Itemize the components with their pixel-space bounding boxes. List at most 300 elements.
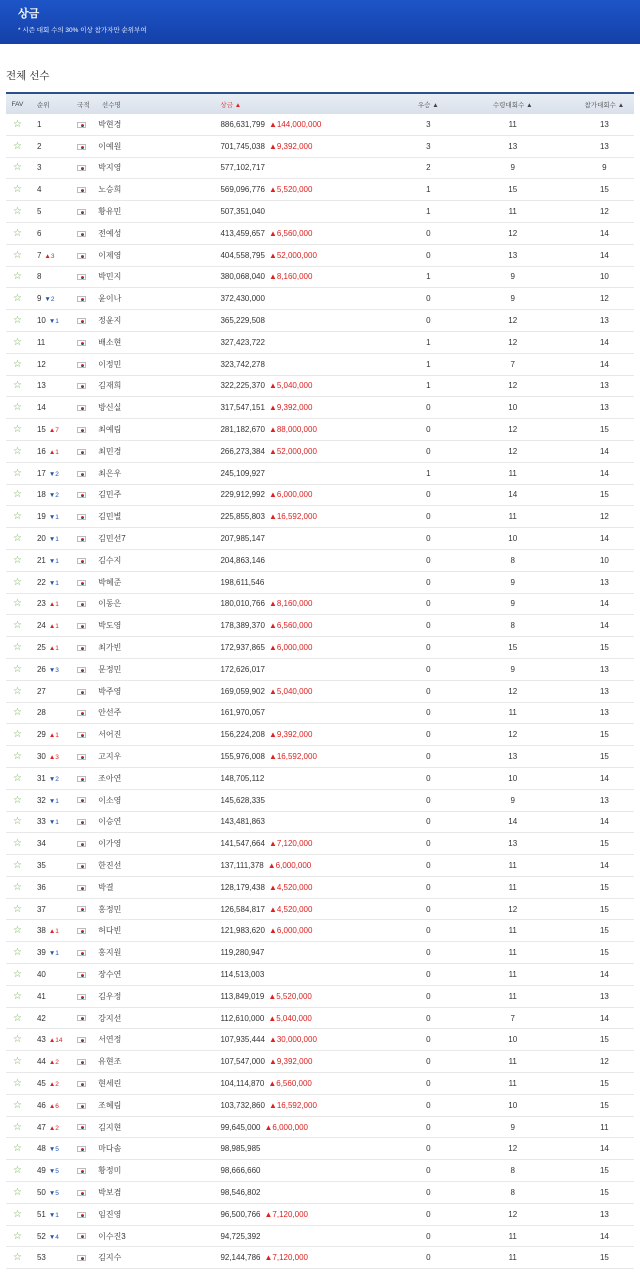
favorite-star-icon[interactable]: ☆ bbox=[12, 1165, 22, 1177]
prize-events-count: 7 bbox=[510, 359, 515, 369]
player-name-link[interactable]: 김우정 bbox=[98, 991, 122, 1001]
korea-flag-icon bbox=[77, 754, 86, 760]
table-row bbox=[6, 659, 634, 681]
wins-count: 1 bbox=[426, 359, 431, 369]
rank-change: ▼1 bbox=[48, 557, 59, 565]
header-prize-sort[interactable]: 상금 ▲ bbox=[220, 101, 242, 109]
korea-flag-icon bbox=[77, 165, 86, 171]
rank-change: ▲1 bbox=[48, 732, 59, 740]
favorite-star-icon[interactable]: ☆ bbox=[12, 903, 22, 915]
player-name-link[interactable]: 최은우 bbox=[98, 468, 122, 478]
prize-amount: 126,584,817 bbox=[220, 904, 265, 914]
player-name-link[interactable]: 이동은 bbox=[98, 599, 122, 609]
korea-flag-icon bbox=[77, 187, 86, 193]
player-name-link[interactable]: 최예림 bbox=[98, 425, 122, 435]
favorite-star-icon[interactable]: ☆ bbox=[12, 336, 22, 348]
prize-amount: 148,705,112 bbox=[220, 773, 265, 783]
participation-count: 15 bbox=[599, 839, 609, 849]
table-row bbox=[6, 986, 634, 1008]
player-name-link[interactable]: 황정미 bbox=[98, 1166, 122, 1176]
rank-number: 12 bbox=[36, 359, 46, 369]
participation-count: 15 bbox=[599, 1035, 609, 1045]
prize-increase: ▲6,000,000 bbox=[268, 926, 313, 936]
prize-events-count: 11 bbox=[508, 882, 517, 892]
prize-increase: ▲16,592,000 bbox=[268, 752, 317, 761]
player-name-link[interactable]: 박결 bbox=[98, 882, 114, 892]
favorite-star-icon[interactable]: ☆ bbox=[12, 511, 22, 523]
participation-count: 14 bbox=[599, 1144, 609, 1154]
favorite-star-icon[interactable]: ☆ bbox=[12, 293, 22, 305]
participation-count: 13 bbox=[599, 403, 609, 413]
favorite-star-icon[interactable]: ☆ bbox=[12, 751, 22, 762]
participation-count: 13 bbox=[599, 577, 609, 587]
player-name-link[interactable]: 황유민 bbox=[98, 207, 122, 217]
favorite-star-icon[interactable]: ☆ bbox=[12, 1143, 22, 1155]
favorite-star-icon[interactable]: ☆ bbox=[12, 162, 22, 174]
korea-flag-icon bbox=[77, 340, 86, 346]
korea-flag-icon bbox=[77, 1146, 86, 1152]
prize-events-count: 12 bbox=[508, 316, 518, 326]
rank-change: ▼1 bbox=[48, 819, 59, 827]
table-row bbox=[6, 463, 634, 485]
wins-count: 0 bbox=[426, 446, 431, 456]
participation-count: 12 bbox=[599, 1057, 609, 1067]
favorite-star-icon[interactable]: ☆ bbox=[12, 990, 22, 1002]
korea-flag-icon bbox=[77, 536, 86, 542]
favorite-star-icon[interactable]: ☆ bbox=[12, 816, 22, 828]
prize-events-count: 12 bbox=[508, 425, 518, 435]
rank-number: 46 bbox=[36, 1100, 46, 1110]
prize-amount: 92,144,786 bbox=[220, 1253, 261, 1263]
rank-change: ▲1 bbox=[48, 645, 59, 653]
header-name: 선수명 bbox=[101, 101, 121, 109]
favorite-star-icon[interactable]: ☆ bbox=[12, 467, 22, 479]
favorite-star-icon[interactable]: ☆ bbox=[12, 184, 22, 196]
favorite-star-icon[interactable]: ☆ bbox=[12, 402, 22, 414]
korea-flag-icon bbox=[77, 405, 86, 411]
favorite-star-icon[interactable]: ☆ bbox=[12, 1077, 22, 1089]
prize-events-count: 9 bbox=[510, 664, 515, 674]
player-name-link[interactable]: 서연정 bbox=[98, 1035, 122, 1045]
prize-events-count: 11 bbox=[508, 991, 517, 1001]
favorite-star-icon[interactable]: ☆ bbox=[12, 598, 22, 610]
participation-count: 13 bbox=[599, 119, 609, 129]
wins-count: 0 bbox=[426, 1166, 431, 1176]
prize-amount: 886,631,799 bbox=[220, 119, 265, 129]
korea-flag-icon bbox=[77, 492, 86, 498]
prize-amount: 119,280,947 bbox=[220, 948, 265, 958]
rank-number: 53 bbox=[36, 1253, 46, 1263]
player-name-link[interactable]: 박도영 bbox=[98, 621, 122, 631]
player-name-link[interactable]: 김지현 bbox=[98, 1122, 122, 1132]
participation-count: 13 bbox=[599, 686, 609, 696]
table-row bbox=[6, 790, 634, 812]
prize-amount: 245,109,927 bbox=[220, 468, 265, 478]
player-name-link[interactable]: 장수연 bbox=[98, 969, 122, 979]
prize-events-count: 10 bbox=[508, 534, 518, 544]
player-name-link[interactable]: 이승연 bbox=[98, 817, 122, 827]
player-name-link[interactable]: 최가빈 bbox=[98, 643, 122, 653]
favorite-star-icon[interactable]: ☆ bbox=[12, 947, 22, 959]
rank-change: ▼5 bbox=[48, 1168, 59, 1176]
rank-number: 18 bbox=[36, 490, 46, 500]
korea-flag-icon bbox=[77, 514, 86, 520]
player-name-link[interactable]: 고지우 bbox=[98, 752, 122, 761]
player-name-link[interactable]: 배소현 bbox=[98, 337, 122, 347]
participation-count: 14 bbox=[599, 599, 609, 609]
player-name-link[interactable]: 한진선 bbox=[98, 860, 122, 870]
prize-amount: 121,983,620 bbox=[220, 926, 265, 936]
rank-number: 48 bbox=[36, 1144, 46, 1154]
prize-amount: 103,732,860 bbox=[220, 1100, 265, 1110]
korea-flag-icon bbox=[77, 449, 86, 455]
participation-count: 15 bbox=[599, 752, 609, 761]
prize-amount: 161,970,057 bbox=[220, 708, 265, 718]
player-name-link[interactable]: 박현경 bbox=[98, 119, 122, 129]
rank-number: 16 bbox=[36, 446, 46, 456]
favorite-star-icon[interactable]: ☆ bbox=[12, 1121, 22, 1133]
korea-flag-icon bbox=[77, 601, 86, 607]
prize-events-count: 9 bbox=[510, 577, 515, 587]
participation-count: 15 bbox=[599, 1166, 609, 1176]
favorite-star-icon[interactable]: ☆ bbox=[12, 1208, 22, 1220]
table-row bbox=[6, 441, 634, 463]
prize-events-count: 11 bbox=[508, 969, 517, 979]
rank-number: 10 bbox=[36, 316, 46, 326]
player-name-link[interactable]: 이소영 bbox=[98, 795, 122, 805]
player-name-link[interactable]: 노승희 bbox=[98, 185, 122, 195]
favorite-star-icon[interactable]: ☆ bbox=[12, 1012, 22, 1024]
player-name-link[interactable]: 문정민 bbox=[98, 664, 122, 674]
favorite-star-icon[interactable]: ☆ bbox=[12, 1252, 22, 1264]
rank-number: 24 bbox=[36, 621, 46, 631]
player-name-link[interactable]: 박지영 bbox=[98, 163, 122, 173]
participation-count: 14 bbox=[599, 359, 609, 369]
rank-number: 31 bbox=[36, 773, 46, 783]
korea-flag-icon bbox=[77, 1233, 86, 1239]
player-name-link[interactable]: 윤이나 bbox=[98, 294, 122, 304]
rank-number: 51 bbox=[36, 1209, 46, 1219]
participation-count: 13 bbox=[599, 708, 609, 718]
wins-count: 0 bbox=[426, 882, 431, 892]
prize-increase: ▲6,560,000 bbox=[268, 228, 313, 238]
participation-count: 10 bbox=[599, 555, 609, 565]
prize-amount: 113,849,019 bbox=[220, 991, 265, 1001]
player-name-link[interactable]: 김수지 bbox=[98, 555, 122, 565]
player-name-link[interactable]: 이제영 bbox=[98, 250, 122, 260]
korea-flag-icon bbox=[77, 1124, 86, 1130]
wins-count: 0 bbox=[426, 991, 431, 1001]
prize-events-count: 12 bbox=[508, 381, 518, 391]
participation-count: 14 bbox=[599, 446, 609, 456]
prize-amount: 180,010,766 bbox=[220, 599, 265, 609]
player-name-link[interactable]: 조혜림 bbox=[98, 1100, 122, 1110]
wins-count: 0 bbox=[426, 686, 431, 696]
table-row bbox=[6, 942, 634, 964]
participation-count: 15 bbox=[599, 425, 609, 435]
wins-count: 2 bbox=[426, 163, 431, 173]
rank-number: 8 bbox=[36, 272, 42, 282]
rank-number: 6 bbox=[36, 228, 42, 238]
prize-increase: ▲9,392,000 bbox=[268, 403, 313, 413]
rank-number: 37 bbox=[36, 904, 46, 914]
player-name-link[interactable]: 이정민 bbox=[98, 359, 122, 369]
participation-count: 12 bbox=[599, 512, 609, 522]
wins-count: 0 bbox=[426, 512, 431, 522]
player-name-link[interactable]: 임진영 bbox=[98, 1209, 122, 1219]
table-row bbox=[6, 201, 634, 223]
header-part-sort[interactable]: 참가대회수 ▲ bbox=[584, 101, 625, 109]
prize-amount: 114,513,003 bbox=[220, 969, 265, 979]
wins-count: 1 bbox=[426, 337, 431, 347]
favorite-star-icon[interactable]: ☆ bbox=[12, 1186, 22, 1198]
korea-flag-icon bbox=[77, 1168, 86, 1174]
header-prem-sort[interactable]: 수령대회수 ▲ bbox=[492, 101, 533, 109]
favorite-star-icon[interactable]: ☆ bbox=[12, 576, 22, 588]
prize-events-count: 9 bbox=[510, 1122, 515, 1132]
rank-number: 11 bbox=[36, 337, 46, 347]
favorite-star-icon[interactable]: ☆ bbox=[12, 838, 22, 850]
prize-amount: 107,547,000 bbox=[220, 1057, 265, 1067]
korea-flag-icon bbox=[77, 144, 86, 150]
wins-count: 0 bbox=[426, 250, 431, 260]
rank-change: ▼1 bbox=[48, 318, 59, 326]
prize-increase: ▲16,592,000 bbox=[268, 1100, 317, 1110]
favorite-star-icon[interactable]: ☆ bbox=[12, 1099, 22, 1111]
participation-count: 15 bbox=[599, 904, 609, 914]
header-nation: 국적 bbox=[77, 101, 90, 109]
player-name-link[interactable]: 김민선7 bbox=[98, 534, 126, 544]
favorite-star-icon[interactable]: ☆ bbox=[12, 1034, 22, 1046]
prize-events-count: 11 bbox=[508, 860, 517, 870]
table-row bbox=[6, 920, 634, 942]
prize-amount: 169,059,902 bbox=[220, 686, 265, 696]
rank-number: 39 bbox=[36, 948, 46, 958]
rank-number: 7 bbox=[36, 250, 42, 260]
participation-count: 12 bbox=[599, 294, 609, 304]
korea-flag-icon bbox=[77, 797, 86, 803]
player-name-link[interactable]: 방신실 bbox=[98, 403, 122, 413]
wins-count: 0 bbox=[426, 1144, 431, 1154]
favorite-star-icon[interactable]: ☆ bbox=[12, 249, 22, 261]
player-name-link[interactable]: 최민경 bbox=[98, 446, 122, 456]
wins-count: 0 bbox=[426, 1013, 431, 1023]
wins-count: 0 bbox=[426, 969, 431, 979]
favorite-star-icon[interactable]: ☆ bbox=[12, 772, 22, 784]
prize-increase: ▲8,160,000 bbox=[268, 599, 313, 609]
table-row bbox=[6, 1029, 634, 1051]
participation-count: 11 bbox=[600, 1122, 609, 1132]
participation-count: 14 bbox=[599, 860, 609, 870]
favorite-star-icon[interactable]: ☆ bbox=[12, 140, 22, 152]
prize-amount: 96,500,766 bbox=[220, 1209, 261, 1219]
participation-count: 14 bbox=[599, 337, 609, 347]
prize-events-count: 11 bbox=[508, 926, 517, 936]
favorite-star-icon[interactable]: ☆ bbox=[12, 925, 22, 937]
prize-increase: ▲8,160,000 bbox=[268, 272, 313, 282]
header-wins-sort[interactable]: 우승 ▲ bbox=[417, 101, 439, 109]
prize-increase: ▲7,120,000 bbox=[264, 1253, 308, 1263]
wins-count: 0 bbox=[426, 664, 431, 674]
player-name-link[interactable]: 김민주 bbox=[98, 490, 122, 500]
favorite-star-icon[interactable]: ☆ bbox=[12, 554, 22, 566]
prize-increase: ▲30,000,000 bbox=[268, 1035, 317, 1045]
rank-number: 28 bbox=[36, 708, 46, 718]
favorite-star-icon[interactable]: ☆ bbox=[12, 271, 22, 283]
prize-amount: 178,389,370 bbox=[220, 621, 265, 631]
player-name-link[interactable]: 강지선 bbox=[98, 1013, 122, 1023]
player-name-link[interactable]: 김재희 bbox=[98, 381, 122, 391]
table-row bbox=[6, 310, 634, 332]
prize-increase: ▲5,040,000 bbox=[268, 686, 313, 696]
korea-flag-icon bbox=[77, 863, 86, 869]
rank-number: 29 bbox=[36, 730, 46, 740]
favorite-star-icon[interactable]: ☆ bbox=[12, 707, 22, 719]
favorite-star-icon[interactable]: ☆ bbox=[12, 489, 22, 501]
favorite-star-icon[interactable]: ☆ bbox=[12, 315, 22, 327]
prize-amount: 198,611,546 bbox=[220, 577, 265, 587]
favorite-star-icon[interactable]: ☆ bbox=[12, 642, 22, 654]
wins-count: 0 bbox=[426, 643, 431, 653]
wins-count: 0 bbox=[426, 795, 431, 805]
player-name-link[interactable]: 박주영 bbox=[98, 686, 122, 696]
favorite-star-icon[interactable]: ☆ bbox=[12, 1056, 22, 1068]
korea-flag-icon bbox=[77, 1103, 86, 1109]
player-name-link[interactable]: 홍정민 bbox=[98, 904, 122, 914]
table-row bbox=[6, 1008, 634, 1030]
table-row bbox=[6, 615, 634, 637]
table-row bbox=[6, 812, 634, 834]
korea-flag-icon bbox=[77, 1015, 86, 1021]
favorite-star-icon[interactable]: ☆ bbox=[12, 206, 22, 218]
favorite-star-icon[interactable]: ☆ bbox=[12, 358, 22, 370]
player-name-link[interactable]: 조아연 bbox=[98, 773, 122, 783]
favorite-star-icon[interactable]: ☆ bbox=[12, 968, 22, 980]
korea-flag-icon bbox=[77, 231, 86, 237]
korea-flag-icon bbox=[77, 318, 86, 324]
favorite-star-icon[interactable]: ☆ bbox=[12, 663, 22, 675]
player-name-link[interactable]: 김지수 bbox=[98, 1253, 122, 1263]
player-name-link[interactable]: 유현조 bbox=[98, 1057, 122, 1067]
rank-number: 42 bbox=[36, 1013, 46, 1023]
favorite-star-icon[interactable]: ☆ bbox=[12, 794, 22, 806]
favorite-star-icon[interactable]: ☆ bbox=[12, 380, 22, 392]
rank-change: ▲3 bbox=[44, 252, 55, 260]
prize-events-count: 11 bbox=[508, 1078, 517, 1088]
player-name-link[interactable]: 정윤지 bbox=[98, 316, 122, 326]
prize-amount: 365,229,508 bbox=[220, 316, 265, 326]
prize-events-count: 10 bbox=[508, 1100, 518, 1110]
table-row bbox=[6, 1117, 634, 1139]
favorite-star-icon[interactable]: ☆ bbox=[12, 445, 22, 457]
player-name-link[interactable]: 박혜준 bbox=[98, 577, 122, 587]
section-title: 전체 선수 bbox=[6, 70, 50, 82]
prize-amount: 99,645,000 bbox=[220, 1122, 261, 1132]
player-name-link[interactable]: 이예원 bbox=[98, 141, 122, 151]
korea-flag-icon bbox=[77, 1190, 86, 1196]
rank-change: ▼1 bbox=[48, 579, 59, 587]
player-name-link[interactable]: 서어진 bbox=[98, 730, 122, 740]
prize-events-count: 11 bbox=[508, 512, 517, 522]
rank-number: 1 bbox=[36, 119, 42, 129]
favorite-star-icon[interactable]: ☆ bbox=[12, 685, 22, 697]
participation-count: 14 bbox=[599, 1231, 609, 1241]
header-rank: 순위 bbox=[36, 101, 50, 109]
player-name-link[interactable]: 홍지원 bbox=[98, 948, 122, 958]
rank-number: 50 bbox=[36, 1187, 46, 1197]
table-row bbox=[6, 724, 634, 746]
rank-number: 3 bbox=[36, 163, 42, 173]
wins-count: 0 bbox=[426, 730, 431, 740]
wins-count: 1 bbox=[426, 207, 431, 217]
prize-events-count: 8 bbox=[510, 1187, 515, 1197]
prize-events-count: 13 bbox=[508, 839, 518, 849]
player-name-link[interactable]: 박보겸 bbox=[98, 1187, 122, 1197]
rank-change: ▼1 bbox=[48, 797, 59, 805]
table-row bbox=[6, 267, 634, 289]
player-name-link[interactable]: 전예성 bbox=[98, 228, 122, 238]
header-fav: FAV bbox=[11, 100, 24, 108]
favorite-star-icon[interactable]: ☆ bbox=[12, 1230, 22, 1242]
table-row bbox=[6, 768, 634, 790]
favorite-star-icon[interactable]: ☆ bbox=[12, 118, 22, 130]
participation-count: 15 bbox=[599, 730, 609, 740]
rank-number: 32 bbox=[36, 795, 46, 805]
table-row bbox=[6, 506, 634, 528]
player-name-link[interactable]: 이수진3 bbox=[98, 1231, 126, 1241]
prize-events-count: 9 bbox=[510, 163, 515, 173]
player-name-link[interactable]: 허다빈 bbox=[98, 926, 122, 936]
prize-amount: 107,935,444 bbox=[220, 1035, 265, 1045]
participation-count: 13 bbox=[599, 141, 609, 151]
rank-number: 22 bbox=[36, 577, 46, 587]
prize-events-count: 7 bbox=[510, 1013, 515, 1023]
prize-events-count: 10 bbox=[508, 1035, 518, 1045]
favorite-star-icon[interactable]: ☆ bbox=[12, 881, 22, 893]
rank-number: 4 bbox=[36, 185, 42, 195]
table-body bbox=[6, 114, 634, 1269]
wins-count: 0 bbox=[426, 1253, 431, 1263]
table-row bbox=[6, 703, 634, 725]
prize-events-count: 11 bbox=[508, 1231, 517, 1241]
prize-events-count: 13 bbox=[508, 250, 518, 260]
favorite-star-icon[interactable]: ☆ bbox=[12, 533, 22, 545]
favorite-star-icon[interactable]: ☆ bbox=[12, 620, 22, 632]
prize-events-count: 8 bbox=[510, 621, 515, 631]
player-name-link[interactable]: 이가영 bbox=[98, 839, 122, 849]
player-name-link[interactable]: 현세린 bbox=[98, 1078, 122, 1088]
rank-change: ▲6 bbox=[48, 1102, 59, 1110]
korea-flag-icon bbox=[77, 732, 86, 738]
favorite-star-icon[interactable]: ☆ bbox=[12, 859, 22, 871]
wins-count: 0 bbox=[426, 752, 431, 761]
favorite-star-icon[interactable]: ☆ bbox=[12, 227, 22, 239]
player-name-link[interactable]: 안선주 bbox=[98, 708, 122, 718]
prize-increase: ▲5,040,000 bbox=[268, 1013, 312, 1023]
prize-increase: ▲9,392,000 bbox=[268, 141, 313, 151]
rank-number: 19 bbox=[36, 512, 46, 522]
rank-number: 33 bbox=[36, 817, 46, 827]
rank-number: 5 bbox=[36, 207, 42, 217]
player-name-link[interactable]: 김민별 bbox=[98, 512, 122, 522]
favorite-star-icon[interactable]: ☆ bbox=[12, 729, 22, 741]
player-name-link[interactable]: 박민지 bbox=[98, 272, 122, 282]
player-name-link[interactable]: 마다솜 bbox=[98, 1144, 122, 1154]
korea-flag-icon bbox=[77, 1081, 86, 1087]
participation-count: 15 bbox=[599, 948, 609, 958]
prize-amount: 372,430,000 bbox=[220, 294, 265, 304]
favorite-star-icon[interactable]: ☆ bbox=[12, 424, 22, 436]
